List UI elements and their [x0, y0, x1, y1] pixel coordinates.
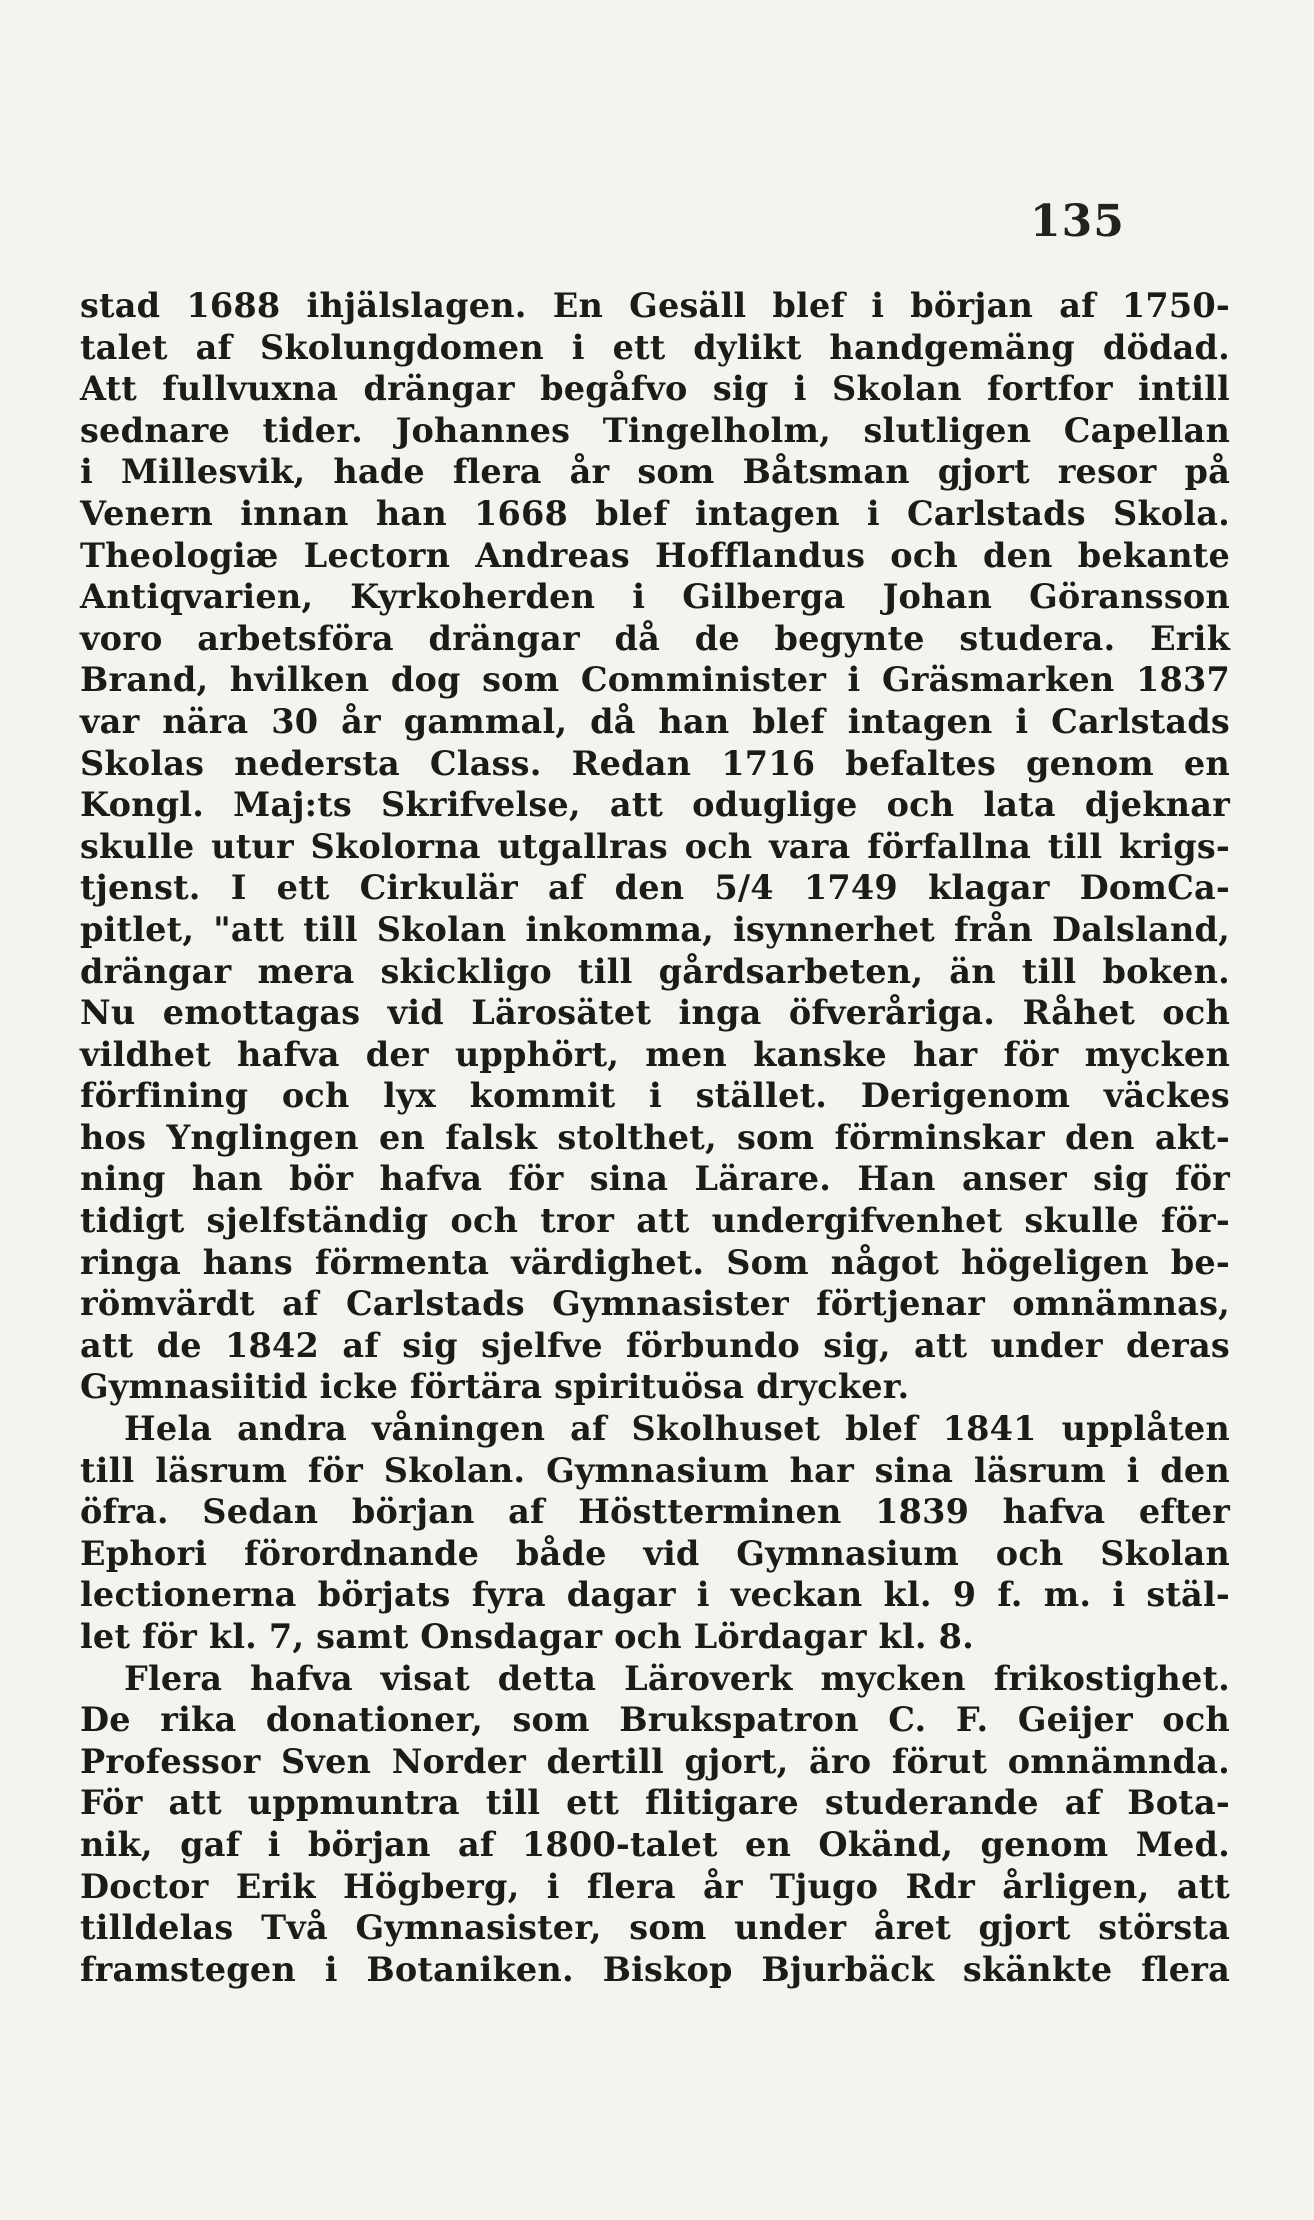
- text-line: lectionerna börjats fyra dagar i veckan kl. 9 f. m. i stäl-: [80, 1575, 1230, 1615]
- text-line: framstegen i Botaniken. Biskop Bjurbäck skänkte flera: [80, 1949, 1230, 1989]
- text-line: römvärdt af Carlstads Gymnasister förtjenar omnämnas,: [80, 1284, 1230, 1324]
- text-line: voro arbetsföra drängar då de begynte studera. Erik: [80, 618, 1230, 658]
- text-line: i Millesvik, hade flera år som Båtsman gjort resor på: [80, 452, 1230, 492]
- text-line: att de 1842 af sig sjelfve förbundo sig, att under deras: [80, 1325, 1230, 1365]
- text-line: Antiqvarien, Kyrkoherden i Gilberga Johan Göransson: [80, 577, 1230, 617]
- text-line: Kongl. Maj:ts Skrifvelse, att oduglige och lata djeknar: [80, 785, 1230, 825]
- text-line: öfra. Sedan början af Höstterminen 1839 hafva efter: [80, 1492, 1230, 1532]
- text-line: tjenst. I ett Cirkulär af den 5/4 1749 klagar DomCa-: [80, 868, 1230, 908]
- text-line: var nära 30 år gammal, då han blef intagen i Carlstads: [80, 701, 1230, 741]
- text-line: Att fullvuxna drängar begåfvo sig i Skolan fortfor intill: [80, 369, 1230, 409]
- text-line: förfining och lyx kommit i stället. Derigenom väckes: [80, 1076, 1230, 1116]
- text-line: tilldelas Två Gymnasister, som under året gjort största: [80, 1908, 1230, 1948]
- text-line: tidigt sjelfständig och tror att undergifvenhet skulle för-: [80, 1201, 1230, 1241]
- text-line: nik, gaf i början af 1800-talet en Okänd, genom Med.: [80, 1824, 1230, 1864]
- text-line: ringa hans förmenta värdighet. Som något högeligen be-: [80, 1242, 1230, 1282]
- text-line: till läsrum för Skolan. Gymnasium har sina läsrum i den: [80, 1450, 1230, 1490]
- text-line: talet af Skolungdomen i ett dylikt handgemäng dödad.: [80, 327, 1230, 367]
- text-line: De rika donationer, som Brukspatron C. F. Geijer och: [80, 1700, 1230, 1740]
- text-line: hos Ynglingen en falsk stolthet, som förminskar den akt-: [80, 1117, 1230, 1157]
- text-line: drängar mera skickligo till gårdsarbeten, än till boken.: [80, 951, 1230, 991]
- body-text: [80, 285, 1230, 1990]
- text-line: Skolas nedersta Class. Redan 1716 befaltes genom en: [80, 743, 1230, 783]
- page-number: 135: [1030, 196, 1125, 247]
- text-line: Brand, hvilken dog som Comminister i Gräsmarken 1837: [80, 660, 1230, 700]
- text-line: ning han bör hafva för sina Lärare. Han anser sig för: [80, 1159, 1230, 1199]
- text-line: vildhet hafva der upphört, men kanske har för mycken: [80, 1034, 1230, 1074]
- text-line: pitlet, "att till Skolan inkomma, isynnerhet från Dalsland,: [80, 909, 1230, 949]
- text-line: Ephori förordnande både vid Gymnasium och Skolan: [80, 1533, 1230, 1573]
- text-line: Professor Sven Norder dertill gjort, äro förut omnämnda.: [80, 1741, 1230, 1781]
- text-line: Theologiæ Lectorn Andreas Hofflandus och den bekante: [80, 535, 1230, 575]
- text-line: let för kl. 7, samt Onsdagar och Lördagar kl. 8.: [80, 1617, 974, 1656]
- text-line: Gymnasiitid icke förtära spirituösa drycker.: [80, 1367, 910, 1407]
- text-line: Flera hafva visat detta Läroverk mycken frikostighet.: [124, 1658, 1230, 1698]
- text-line: Doctor Erik Högberg, i flera år Tjugo Rdr årligen, att: [80, 1866, 1230, 1906]
- text-line: skulle utur Skolorna utgallras och vara förfallna till krigs-: [80, 826, 1230, 866]
- text-line: stad 1688 ihjälslagen. En Gesäll blef i början af 1750-: [80, 286, 1230, 325]
- text-line: Hela andra våningen af Skolhuset blef 1841 upplåten: [124, 1409, 1230, 1449]
- text-line: Venern innan han 1668 blef intagen i Carlstads Skola.: [80, 493, 1230, 533]
- text-line: För att uppmuntra till ett flitigare studerande af Bota-: [80, 1783, 1230, 1823]
- text-line: sednare tider. Johannes Tingelholm, slutligen Capellan: [80, 410, 1230, 450]
- text-line: Nu emottagas vid Lärosätet inga öfveråriga. Råhet och: [80, 993, 1230, 1033]
